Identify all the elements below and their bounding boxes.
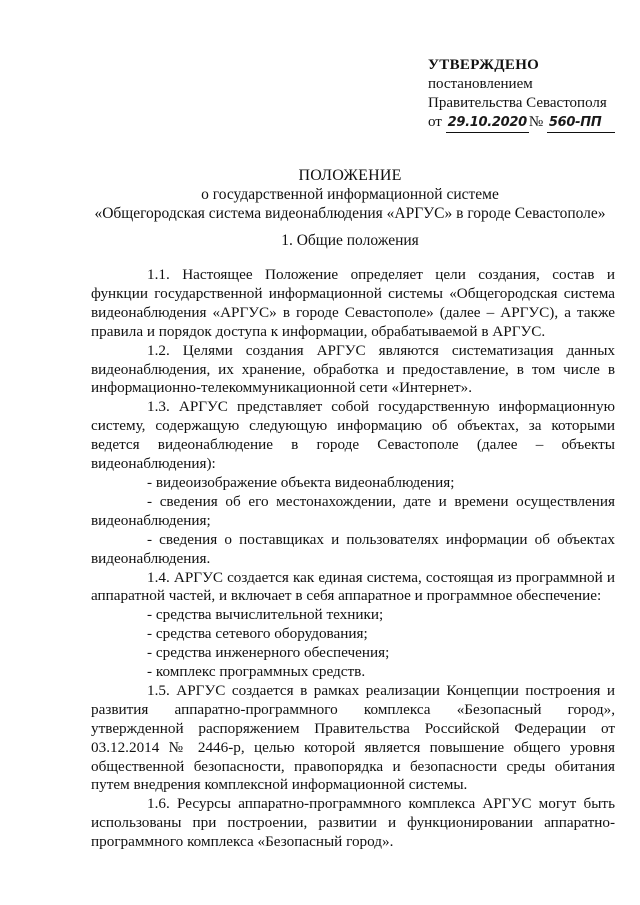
section-body (91, 266, 615, 852)
approval-block (428, 56, 628, 133)
list-item: - сведения об его местонахождении, дате и времени осуществления видеонаблюдения; (91, 492, 615, 529)
paragraph: 1.1. Настоящее Положение определяет цели создания, состав и функции государственной информационной системы «Общегородская система видеонаблюдения «АРГУС» в городе Севастополе» (далее – АРГУС), а также правила и порядок доступа к информации, обрабатываемой в АРГУС. (91, 266, 615, 340)
list-item: - сведения о поставщиках и пользователях информации об объектах видеонаблюдения. (91, 530, 615, 567)
date-prefix: от (428, 114, 442, 130)
paragraph: 1.6. Ресурсы аппаратно-программного комплекса АРГУС могут быть использованы при построении, развитии и функционировании аппаратно-программного комплекса «Безопасный город». (91, 795, 615, 851)
list-item: - средства инженерного обеспечения; (147, 644, 390, 662)
paragraph: 1.3. АРГУС представляет собой государственную информационную систему, содержащую следующую информацию об объектах, за которыми ведется видеонаблюдение в городе Севастополе (далее – объекты видеонаблюдения): (91, 398, 615, 473)
handwritten-number: 560-ПП (547, 113, 615, 133)
paragraph: 1.5. АРГУС создается в рамках реализации Концепции построения и развития аппаратно-программного комплекса «Безопасный город», утвержденной распоряжением Правительства Российской Федерации от 03.12.2014 № 2446-р, целью которой является повышение общего уровня общественной безопасности, правопорядка и безопасности среды обитания путем внедрения комплексной информационной системы. (91, 681, 615, 794)
approval-date-line (428, 113, 628, 133)
list-item: - средства сетевого оборудования; (147, 625, 368, 643)
document-title: ПОЛОЖЕНИЕ (298, 167, 402, 184)
list-item: - средства вычислительной техники; (147, 606, 384, 624)
approval-line-2: Правительства Севастополя (428, 95, 607, 111)
document-subtitle-2: «Общегородская система видеонаблюдения «АРГУС» в городе Севастополе» (94, 205, 606, 222)
handwritten-date: 29.10.2020 (446, 113, 529, 133)
title-block (60, 166, 640, 223)
section-heading: 1. Общие положения (281, 232, 419, 249)
list-item: - комплекс программных средств. (147, 663, 366, 681)
approval-line-1: постановлением (428, 76, 533, 92)
document-subtitle-1: о государственной информационной системе (201, 186, 499, 203)
number-sign: № (528, 114, 544, 130)
paragraph: 1.2. Целями создания АРГУС являются систематизация данных видеонаблюдения, их хранение, обработка и предоставление, в том числе в информационно-телекоммуникационной сети «Интернет». (91, 341, 615, 397)
approval-stamp: УТВЕРЖДЕНО (428, 57, 540, 73)
paragraph: 1.4. АРГУС создается как единая система, состоящая из программной и аппаратной частей, и включает в себя аппаратное и программное обеспечение: (91, 568, 615, 605)
list-item: - видеоизображение объекта видеонаблюдения; (147, 473, 455, 491)
